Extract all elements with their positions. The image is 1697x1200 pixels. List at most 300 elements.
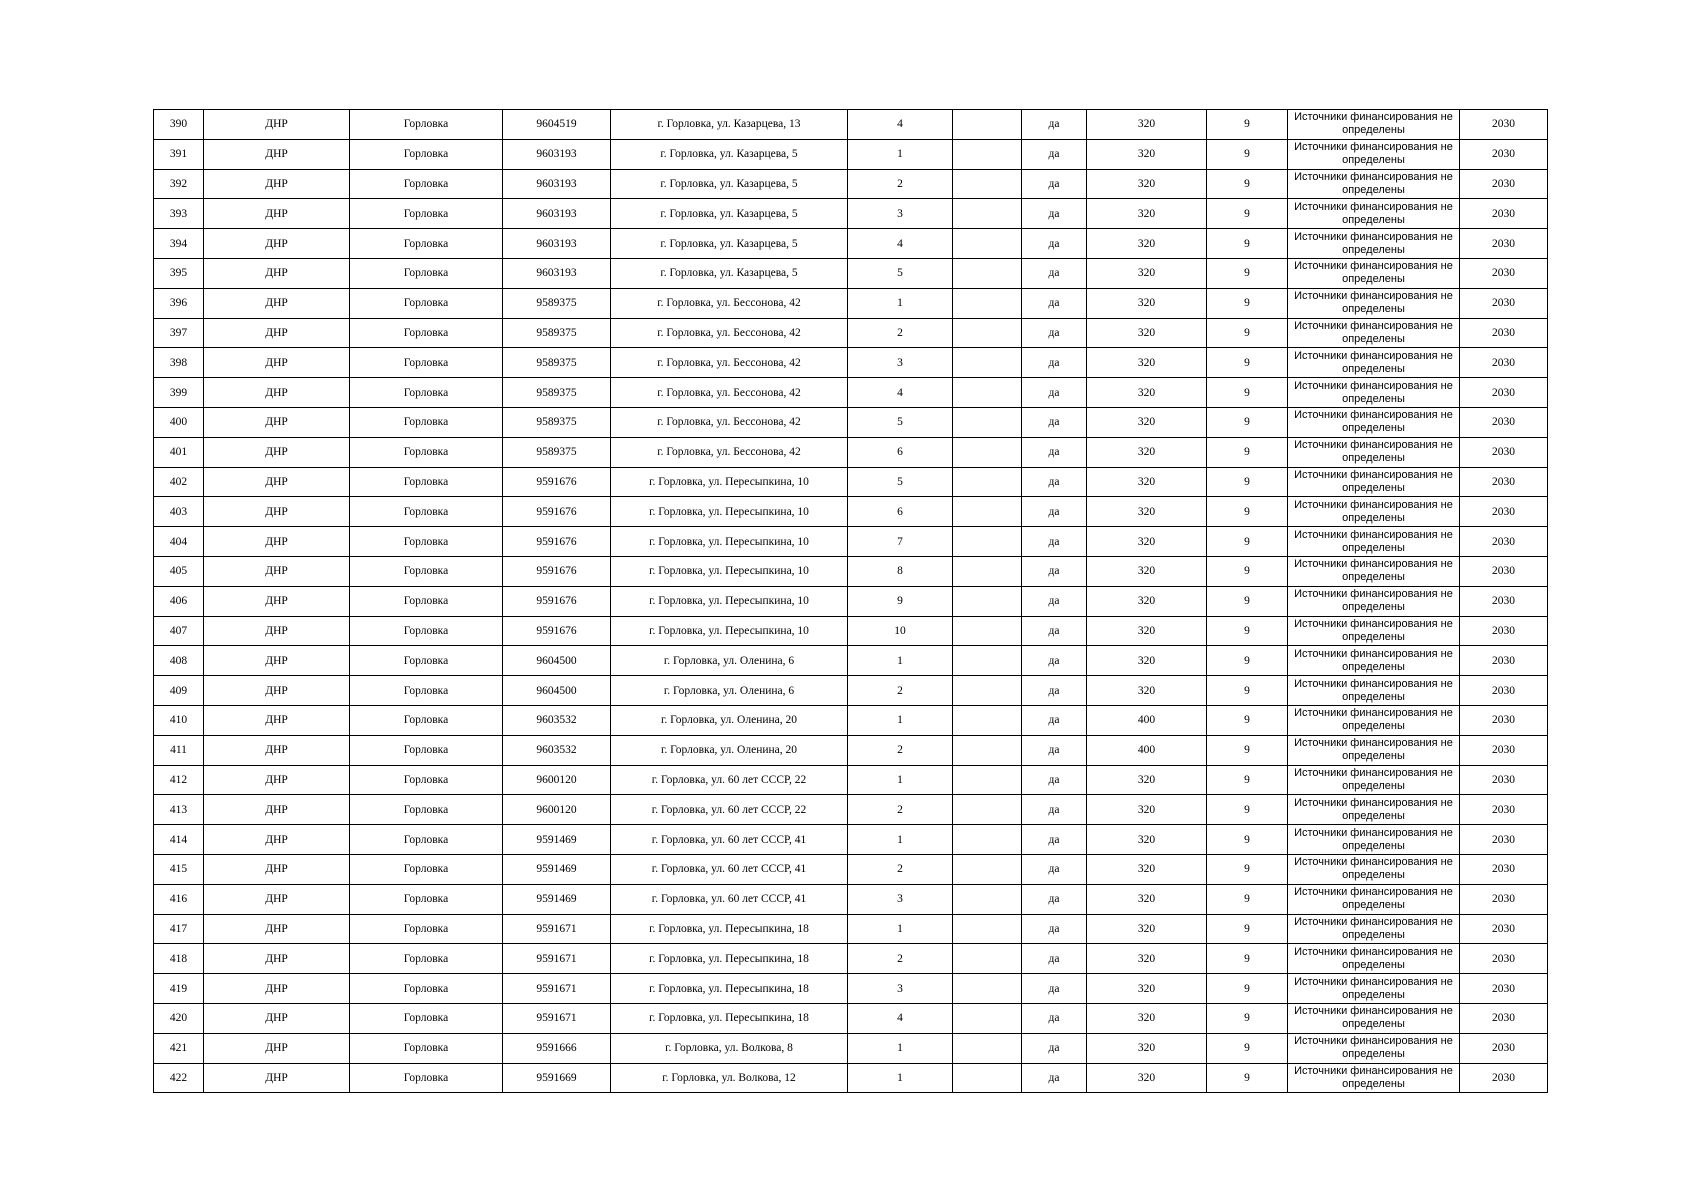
- address-cell: г. Горловка, ул. Пересыпкина, 18: [611, 974, 848, 1004]
- empty-cell: [953, 139, 1022, 169]
- table-row: [154, 288, 1548, 318]
- table-row: [154, 735, 1548, 765]
- address-cell: г. Горловка, ул. Волкова, 12: [611, 1063, 848, 1093]
- address-cell: г. Горловка, ул. Бессонова, 42: [611, 437, 848, 467]
- code-cell: 9604500: [503, 676, 611, 706]
- code-cell: 9589375: [503, 437, 611, 467]
- city-cell: Горловка: [350, 795, 503, 825]
- value2-cell: 9: [1207, 914, 1288, 944]
- funding-source-cell: Источники финансирования не определены: [1288, 914, 1460, 944]
- value2-cell: 9: [1207, 765, 1288, 795]
- value2-cell: 9: [1207, 884, 1288, 914]
- value-cell: 320: [1087, 378, 1207, 408]
- empty-cell: [953, 258, 1022, 288]
- code-cell: 9591676: [503, 467, 611, 497]
- code-cell: 9591671: [503, 944, 611, 974]
- value2-cell: 9: [1207, 139, 1288, 169]
- number-cell: 2: [848, 169, 953, 199]
- city-cell: Горловка: [350, 378, 503, 408]
- value-cell: 320: [1087, 854, 1207, 884]
- year-cell: 2030: [1460, 1063, 1548, 1093]
- value2-cell: 9: [1207, 288, 1288, 318]
- funding-source-cell: Источники финансирования не определены: [1288, 169, 1460, 199]
- empty-cell: [953, 1003, 1022, 1033]
- row-number-cell: 400: [154, 407, 204, 437]
- flag-cell: да: [1022, 527, 1087, 557]
- number-cell: 1: [848, 288, 953, 318]
- empty-cell: [953, 586, 1022, 616]
- city-cell: Горловка: [350, 348, 503, 378]
- flag-cell: да: [1022, 705, 1087, 735]
- number-cell: 4: [848, 229, 953, 259]
- address-cell: г. Горловка, ул. Бессонова, 42: [611, 318, 848, 348]
- empty-cell: [953, 527, 1022, 557]
- funding-source-cell: Источники финансирования не определены: [1288, 586, 1460, 616]
- value2-cell: 9: [1207, 616, 1288, 646]
- address-cell: г. Горловка, ул. Пересыпкина, 10: [611, 586, 848, 616]
- funding-source-cell: Источники финансирования не определены: [1288, 258, 1460, 288]
- address-cell: г. Горловка, ул. Бессонова, 42: [611, 407, 848, 437]
- table-row: [154, 110, 1548, 140]
- funding-source-cell: Источники финансирования не определены: [1288, 1003, 1460, 1033]
- region-cell: ДНР: [204, 110, 350, 140]
- value2-cell: 9: [1207, 318, 1288, 348]
- value-cell: 320: [1087, 229, 1207, 259]
- address-cell: г. Горловка, ул. Пересыпкина, 18: [611, 914, 848, 944]
- region-cell: ДНР: [204, 646, 350, 676]
- city-cell: Горловка: [350, 765, 503, 795]
- city-cell: Горловка: [350, 705, 503, 735]
- year-cell: 2030: [1460, 407, 1548, 437]
- empty-cell: [953, 914, 1022, 944]
- row-number-cell: 417: [154, 914, 204, 944]
- flag-cell: да: [1022, 1033, 1087, 1063]
- empty-cell: [953, 467, 1022, 497]
- value-cell: 320: [1087, 139, 1207, 169]
- funding-source-cell: Источники финансирования не определены: [1288, 854, 1460, 884]
- flag-cell: да: [1022, 258, 1087, 288]
- number-cell: 2: [848, 318, 953, 348]
- code-cell: 9589375: [503, 378, 611, 408]
- address-cell: г. Горловка, ул. 60 лет СССР, 22: [611, 795, 848, 825]
- code-cell: 9591469: [503, 884, 611, 914]
- row-number-cell: 395: [154, 258, 204, 288]
- flag-cell: да: [1022, 735, 1087, 765]
- region-cell: ДНР: [204, 854, 350, 884]
- funding-source-cell: Источники финансирования не определены: [1288, 735, 1460, 765]
- region-cell: ДНР: [204, 527, 350, 557]
- empty-cell: [953, 616, 1022, 646]
- row-number-cell: 415: [154, 854, 204, 884]
- empty-cell: [953, 110, 1022, 140]
- table-row: [154, 884, 1548, 914]
- year-cell: 2030: [1460, 139, 1548, 169]
- code-cell: 9604500: [503, 646, 611, 676]
- funding-source-cell: Источники финансирования не определены: [1288, 705, 1460, 735]
- flag-cell: да: [1022, 199, 1087, 229]
- number-cell: 6: [848, 497, 953, 527]
- row-number-cell: 391: [154, 139, 204, 169]
- value-cell: 320: [1087, 199, 1207, 229]
- year-cell: 2030: [1460, 348, 1548, 378]
- value2-cell: 9: [1207, 735, 1288, 765]
- year-cell: 2030: [1460, 944, 1548, 974]
- city-cell: Горловка: [350, 1033, 503, 1063]
- funding-source-cell: Источники финансирования не определены: [1288, 288, 1460, 318]
- code-cell: 9591671: [503, 1003, 611, 1033]
- address-cell: г. Горловка, ул. Бессонова, 42: [611, 348, 848, 378]
- region-cell: ДНР: [204, 1003, 350, 1033]
- row-number-cell: 392: [154, 169, 204, 199]
- empty-cell: [953, 437, 1022, 467]
- year-cell: 2030: [1460, 467, 1548, 497]
- value-cell: 320: [1087, 974, 1207, 1004]
- city-cell: Горловка: [350, 199, 503, 229]
- city-cell: Горловка: [350, 258, 503, 288]
- year-cell: 2030: [1460, 825, 1548, 855]
- funding-source-cell: Источники финансирования не определены: [1288, 199, 1460, 229]
- value2-cell: 9: [1207, 437, 1288, 467]
- value2-cell: 9: [1207, 676, 1288, 706]
- number-cell: 1: [848, 825, 953, 855]
- funding-source-cell: Источники финансирования не определены: [1288, 378, 1460, 408]
- value2-cell: 9: [1207, 467, 1288, 497]
- code-cell: 9591666: [503, 1033, 611, 1063]
- number-cell: 5: [848, 467, 953, 497]
- year-cell: 2030: [1460, 229, 1548, 259]
- code-cell: 9589375: [503, 407, 611, 437]
- value2-cell: 9: [1207, 944, 1288, 974]
- funding-source-cell: Источники финансирования не определены: [1288, 229, 1460, 259]
- year-cell: 2030: [1460, 735, 1548, 765]
- region-cell: ДНР: [204, 735, 350, 765]
- value-cell: 400: [1087, 735, 1207, 765]
- row-number-cell: 405: [154, 556, 204, 586]
- year-cell: 2030: [1460, 1033, 1548, 1063]
- address-cell: г. Горловка, ул. Казарцева, 5: [611, 199, 848, 229]
- code-cell: 9589375: [503, 318, 611, 348]
- value2-cell: 9: [1207, 705, 1288, 735]
- flag-cell: да: [1022, 169, 1087, 199]
- table-row: [154, 199, 1548, 229]
- value2-cell: 9: [1207, 378, 1288, 408]
- city-cell: Горловка: [350, 169, 503, 199]
- city-cell: Горловка: [350, 467, 503, 497]
- funding-source-cell: Источники финансирования не определены: [1288, 110, 1460, 140]
- address-cell: г. Горловка, ул. Казарцева, 5: [611, 258, 848, 288]
- region-cell: ДНР: [204, 556, 350, 586]
- region-cell: ДНР: [204, 974, 350, 1004]
- table-row: [154, 1033, 1548, 1063]
- value-cell: 320: [1087, 944, 1207, 974]
- number-cell: 9: [848, 586, 953, 616]
- flag-cell: да: [1022, 288, 1087, 318]
- value2-cell: 9: [1207, 795, 1288, 825]
- table-row: [154, 944, 1548, 974]
- empty-cell: [953, 974, 1022, 1004]
- table-row: [154, 258, 1548, 288]
- address-cell: г. Горловка, ул. Казарцева, 5: [611, 139, 848, 169]
- code-cell: 9603193: [503, 139, 611, 169]
- row-number-cell: 419: [154, 974, 204, 1004]
- number-cell: 5: [848, 407, 953, 437]
- region-cell: ДНР: [204, 1033, 350, 1063]
- code-cell: 9589375: [503, 288, 611, 318]
- city-cell: Горловка: [350, 586, 503, 616]
- funding-source-cell: Источники финансирования не определены: [1288, 944, 1460, 974]
- code-cell: 9591671: [503, 914, 611, 944]
- row-number-cell: 406: [154, 586, 204, 616]
- data-table: [153, 109, 1548, 1093]
- region-cell: ДНР: [204, 705, 350, 735]
- row-number-cell: 412: [154, 765, 204, 795]
- number-cell: 5: [848, 258, 953, 288]
- empty-cell: [953, 1063, 1022, 1093]
- flag-cell: да: [1022, 1003, 1087, 1033]
- value-cell: 320: [1087, 407, 1207, 437]
- city-cell: Горловка: [350, 527, 503, 557]
- address-cell: г. Горловка, ул. Оленина, 20: [611, 705, 848, 735]
- flag-cell: да: [1022, 944, 1087, 974]
- value2-cell: 9: [1207, 586, 1288, 616]
- value-cell: 320: [1087, 1063, 1207, 1093]
- row-number-cell: 409: [154, 676, 204, 706]
- city-cell: Горловка: [350, 616, 503, 646]
- funding-source-cell: Источники финансирования не определены: [1288, 139, 1460, 169]
- row-number-cell: 411: [154, 735, 204, 765]
- address-cell: г. Горловка, ул. Пересыпкина, 10: [611, 527, 848, 557]
- flag-cell: да: [1022, 437, 1087, 467]
- table-row: [154, 616, 1548, 646]
- address-cell: г. Горловка, ул. Пересыпкина, 18: [611, 1003, 848, 1033]
- region-cell: ДНР: [204, 765, 350, 795]
- region-cell: ДНР: [204, 169, 350, 199]
- row-number-cell: 421: [154, 1033, 204, 1063]
- funding-source-cell: Источники финансирования не определены: [1288, 527, 1460, 557]
- region-cell: ДНР: [204, 467, 350, 497]
- code-cell: 9589375: [503, 348, 611, 378]
- value-cell: 320: [1087, 467, 1207, 497]
- city-cell: Горловка: [350, 1003, 503, 1033]
- region-cell: ДНР: [204, 437, 350, 467]
- funding-source-cell: Источники финансирования не определены: [1288, 407, 1460, 437]
- table-row: [154, 914, 1548, 944]
- city-cell: Горловка: [350, 437, 503, 467]
- year-cell: 2030: [1460, 199, 1548, 229]
- address-cell: г. Горловка, ул. 60 лет СССР, 41: [611, 884, 848, 914]
- city-cell: Горловка: [350, 556, 503, 586]
- value2-cell: 9: [1207, 110, 1288, 140]
- value-cell: 320: [1087, 497, 1207, 527]
- table-row: [154, 765, 1548, 795]
- number-cell: 1: [848, 1033, 953, 1063]
- value-cell: 320: [1087, 318, 1207, 348]
- funding-source-cell: Источники финансирования не определены: [1288, 1063, 1460, 1093]
- value-cell: 320: [1087, 795, 1207, 825]
- table-row: [154, 139, 1548, 169]
- funding-source-cell: Источники финансирования не определены: [1288, 467, 1460, 497]
- empty-cell: [953, 825, 1022, 855]
- code-cell: 9591676: [503, 586, 611, 616]
- value2-cell: 9: [1207, 646, 1288, 676]
- value2-cell: 9: [1207, 1063, 1288, 1093]
- table-row: [154, 348, 1548, 378]
- flag-cell: да: [1022, 497, 1087, 527]
- number-cell: 2: [848, 944, 953, 974]
- row-number-cell: 401: [154, 437, 204, 467]
- number-cell: 1: [848, 914, 953, 944]
- code-cell: 9591676: [503, 497, 611, 527]
- code-cell: 9591469: [503, 825, 611, 855]
- region-cell: ДНР: [204, 318, 350, 348]
- number-cell: 4: [848, 378, 953, 408]
- value2-cell: 9: [1207, 229, 1288, 259]
- number-cell: 1: [848, 1063, 953, 1093]
- table-row: [154, 854, 1548, 884]
- flag-cell: да: [1022, 765, 1087, 795]
- year-cell: 2030: [1460, 884, 1548, 914]
- table-row: [154, 705, 1548, 735]
- funding-source-cell: Источники финансирования не определены: [1288, 884, 1460, 914]
- city-cell: Горловка: [350, 139, 503, 169]
- region-cell: ДНР: [204, 407, 350, 437]
- code-cell: 9600120: [503, 765, 611, 795]
- city-cell: Горловка: [350, 884, 503, 914]
- address-cell: г. Горловка, ул. Пересыпкина, 10: [611, 467, 848, 497]
- empty-cell: [953, 288, 1022, 318]
- value2-cell: 9: [1207, 1003, 1288, 1033]
- code-cell: 9591676: [503, 616, 611, 646]
- flag-cell: да: [1022, 854, 1087, 884]
- value-cell: 320: [1087, 437, 1207, 467]
- empty-cell: [953, 556, 1022, 586]
- table-row: [154, 586, 1548, 616]
- empty-cell: [953, 646, 1022, 676]
- empty-cell: [953, 1033, 1022, 1063]
- year-cell: 2030: [1460, 288, 1548, 318]
- funding-source-cell: Источники финансирования не определены: [1288, 348, 1460, 378]
- empty-cell: [953, 378, 1022, 408]
- year-cell: 2030: [1460, 556, 1548, 586]
- number-cell: 8: [848, 556, 953, 586]
- number-cell: 3: [848, 348, 953, 378]
- number-cell: 7: [848, 527, 953, 557]
- table-row: [154, 646, 1548, 676]
- flag-cell: да: [1022, 139, 1087, 169]
- number-cell: 1: [848, 765, 953, 795]
- year-cell: 2030: [1460, 765, 1548, 795]
- region-cell: ДНР: [204, 676, 350, 706]
- table-row: [154, 676, 1548, 706]
- city-cell: Горловка: [350, 1063, 503, 1093]
- city-cell: Горловка: [350, 646, 503, 676]
- code-cell: 9603532: [503, 705, 611, 735]
- year-cell: 2030: [1460, 795, 1548, 825]
- funding-source-cell: Источники финансирования не определены: [1288, 616, 1460, 646]
- address-cell: г. Горловка, ул. 60 лет СССР, 41: [611, 854, 848, 884]
- region-cell: ДНР: [204, 139, 350, 169]
- value2-cell: 9: [1207, 974, 1288, 1004]
- empty-cell: [953, 765, 1022, 795]
- number-cell: 2: [848, 676, 953, 706]
- value2-cell: 9: [1207, 854, 1288, 884]
- value-cell: 320: [1087, 288, 1207, 318]
- flag-cell: да: [1022, 110, 1087, 140]
- year-cell: 2030: [1460, 705, 1548, 735]
- region-cell: ДНР: [204, 586, 350, 616]
- address-cell: г. Горловка, ул. Бессонова, 42: [611, 378, 848, 408]
- value2-cell: 9: [1207, 169, 1288, 199]
- year-cell: 2030: [1460, 318, 1548, 348]
- city-cell: Горловка: [350, 110, 503, 140]
- number-cell: 1: [848, 646, 953, 676]
- code-cell: 9600120: [503, 795, 611, 825]
- city-cell: Горловка: [350, 974, 503, 1004]
- region-cell: ДНР: [204, 884, 350, 914]
- region-cell: ДНР: [204, 616, 350, 646]
- code-cell: 9591669: [503, 1063, 611, 1093]
- flag-cell: да: [1022, 229, 1087, 259]
- year-cell: 2030: [1460, 586, 1548, 616]
- region-cell: ДНР: [204, 348, 350, 378]
- flag-cell: да: [1022, 676, 1087, 706]
- table-row: [154, 795, 1548, 825]
- flag-cell: да: [1022, 407, 1087, 437]
- number-cell: 4: [848, 1003, 953, 1033]
- address-cell: г. Горловка, ул. Пересыпкина, 10: [611, 616, 848, 646]
- value-cell: 320: [1087, 258, 1207, 288]
- code-cell: 9603193: [503, 258, 611, 288]
- table-row: [154, 1003, 1548, 1033]
- funding-source-cell: Источники финансирования не определены: [1288, 1033, 1460, 1063]
- empty-cell: [953, 735, 1022, 765]
- row-number-cell: 402: [154, 467, 204, 497]
- value-cell: 320: [1087, 646, 1207, 676]
- number-cell: 10: [848, 616, 953, 646]
- code-cell: 9591676: [503, 527, 611, 557]
- row-number-cell: 394: [154, 229, 204, 259]
- address-cell: г. Горловка, ул. Казарцева, 5: [611, 229, 848, 259]
- table-row: [154, 318, 1548, 348]
- region-cell: ДНР: [204, 497, 350, 527]
- empty-cell: [953, 348, 1022, 378]
- row-number-cell: 398: [154, 348, 204, 378]
- year-cell: 2030: [1460, 497, 1548, 527]
- value2-cell: 9: [1207, 348, 1288, 378]
- number-cell: 2: [848, 854, 953, 884]
- row-number-cell: 408: [154, 646, 204, 676]
- empty-cell: [953, 229, 1022, 259]
- value-cell: 320: [1087, 110, 1207, 140]
- row-number-cell: 416: [154, 884, 204, 914]
- address-cell: г. Горловка, ул. 60 лет СССР, 22: [611, 765, 848, 795]
- row-number-cell: 396: [154, 288, 204, 318]
- empty-cell: [953, 854, 1022, 884]
- year-cell: 2030: [1460, 527, 1548, 557]
- address-cell: г. Горловка, ул. Бессонова, 42: [611, 288, 848, 318]
- code-cell: 9591676: [503, 556, 611, 586]
- value-cell: 320: [1087, 884, 1207, 914]
- city-cell: Горловка: [350, 676, 503, 706]
- funding-source-cell: Источники финансирования не определены: [1288, 497, 1460, 527]
- value-cell: 320: [1087, 348, 1207, 378]
- flag-cell: да: [1022, 1063, 1087, 1093]
- number-cell: 4: [848, 110, 953, 140]
- value-cell: 320: [1087, 616, 1207, 646]
- empty-cell: [953, 199, 1022, 229]
- empty-cell: [953, 705, 1022, 735]
- flag-cell: да: [1022, 974, 1087, 1004]
